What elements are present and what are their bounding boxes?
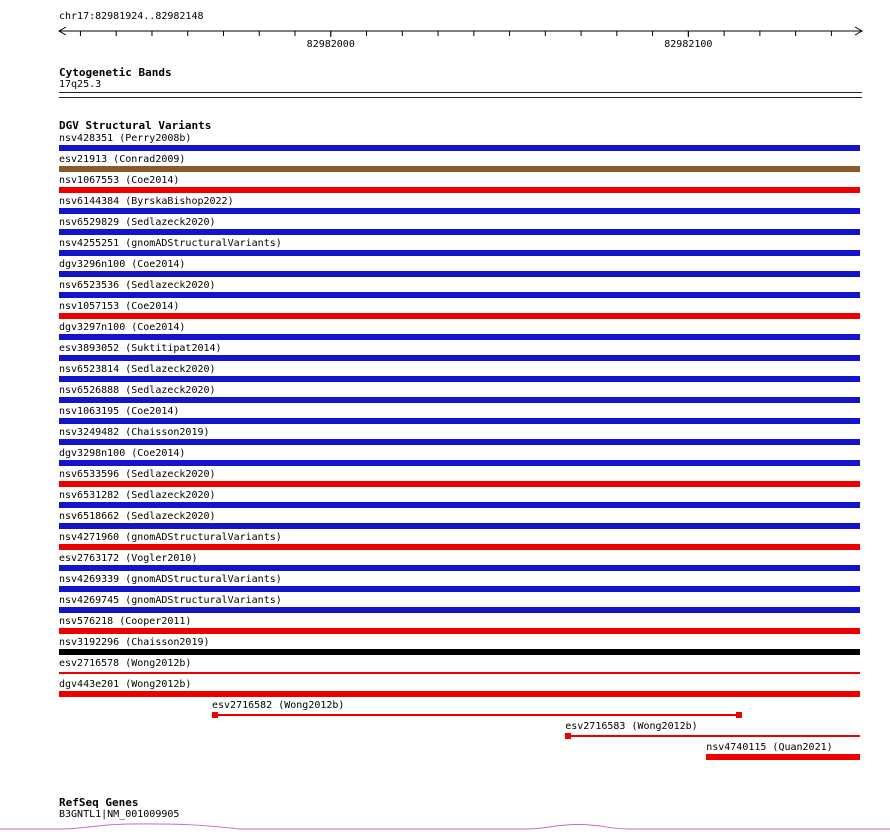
- variant-label[interactable]: nsv3249482 (Chaisson2019): [59, 427, 210, 438]
- variant-row: [59, 447, 860, 468]
- cytoband-label: 17q25.3: [59, 79, 102, 90]
- variant-row: [59, 195, 860, 216]
- variant-bar[interactable]: [59, 355, 860, 361]
- variant-label[interactable]: esv2763172 (Vogler2010): [59, 553, 198, 564]
- variant-label[interactable]: dgv3296n100 (Coe2014): [59, 259, 186, 270]
- variant-bar[interactable]: [59, 292, 860, 298]
- variant-row: [59, 279, 860, 300]
- variant-bar[interactable]: [59, 565, 860, 571]
- variant-bar[interactable]: [59, 208, 860, 214]
- variant-row: [59, 468, 860, 489]
- variant-bar[interactable]: [59, 229, 860, 235]
- variant-label[interactable]: nsv6526888 (Sedlazeck2020): [59, 385, 216, 396]
- variant-bar[interactable]: [59, 544, 860, 550]
- variant-label[interactable]: nsv6529829 (Sedlazeck2020): [59, 217, 216, 228]
- variant-label[interactable]: nsv6518662 (Sedlazeck2020): [59, 511, 216, 522]
- variant-row: [59, 174, 860, 195]
- gene-label[interactable]: B3GNTL1|NM_001009905: [59, 809, 180, 820]
- variant-bar[interactable]: [59, 439, 860, 445]
- variant-bar[interactable]: [59, 418, 860, 424]
- variant-label[interactable]: esv3893052 (Suktitipat2014): [59, 343, 222, 354]
- variant-row: [59, 489, 860, 510]
- variant-row: [59, 384, 860, 405]
- variant-row: [59, 657, 860, 678]
- variant-label[interactable]: nsv6144384 (ByrskaBishop2022): [59, 196, 234, 207]
- ruler-tick-label: 82982000: [306, 39, 355, 50]
- variant-bar[interactable]: [59, 586, 860, 592]
- variant-label[interactable]: nsv6523814 (Sedlazeck2020): [59, 364, 216, 375]
- variant-label[interactable]: nsv576218 (Cooper2011): [59, 616, 192, 627]
- variant-row: [59, 300, 860, 321]
- variant-bar[interactable]: [59, 628, 860, 634]
- variant-label[interactable]: nsv1063195 (Coe2014): [59, 406, 180, 417]
- ruler-tick-label: 82982100: [664, 39, 713, 50]
- variant-label[interactable]: nsv4271960 (gnomADStructuralVariants): [59, 532, 282, 543]
- variant-bar[interactable]: [59, 502, 860, 508]
- variant-row: [59, 741, 860, 762]
- variant-bar[interactable]: [59, 397, 860, 403]
- variant-row: [59, 510, 860, 531]
- variant-label[interactable]: nsv4255251 (gnomADStructuralVariants): [59, 238, 282, 249]
- variant-bar[interactable]: [59, 672, 860, 674]
- variant-label[interactable]: nsv4269339 (gnomADStructuralVariants): [59, 574, 282, 585]
- variant-bar[interactable]: [59, 523, 860, 529]
- variant-label[interactable]: esv2716583 (Wong2012b): [565, 721, 698, 732]
- variant-bar[interactable]: [59, 271, 860, 277]
- variant-bar[interactable]: [59, 607, 860, 613]
- variant-row: [59, 321, 860, 342]
- variant-label[interactable]: dgv3297n100 (Coe2014): [59, 322, 186, 333]
- gene-structure-line[interactable]: [0, 824, 890, 829]
- variant-label[interactable]: dgv3298n100 (Coe2014): [59, 448, 186, 459]
- variant-bar[interactable]: [59, 460, 860, 466]
- variant-bar[interactable]: [59, 187, 860, 193]
- variant-row: [59, 342, 860, 363]
- variant-label[interactable]: esv2716582 (Wong2012b): [211, 700, 345, 711]
- variant-bar[interactable]: [565, 733, 571, 739]
- variant-bar[interactable]: [59, 649, 860, 655]
- variant-bar[interactable]: [565, 735, 860, 737]
- refseq-track-title: RefSeq Genes: [59, 796, 139, 809]
- variant-row: [59, 363, 860, 384]
- variant-row: [59, 636, 860, 657]
- variant-label[interactable]: nsv4269745 (gnomADStructuralVariants): [59, 595, 282, 606]
- variant-label[interactable]: dgv443e201 (Wong2012b): [59, 679, 192, 690]
- region-coordinates: chr17:82981924..82982148: [59, 11, 204, 22]
- variant-row: [59, 216, 860, 237]
- variant-bar[interactable]: [59, 376, 860, 382]
- variant-bar[interactable]: [59, 691, 860, 697]
- variant-row: [59, 678, 860, 699]
- variant-label[interactable]: nsv4740115 (Quan2021): [706, 742, 833, 753]
- variant-row: [59, 237, 860, 258]
- variant-label[interactable]: nsv3192296 (Chaisson2019): [59, 637, 210, 648]
- variant-label[interactable]: esv2716578 (Wong2012b): [59, 658, 192, 669]
- variant-row: [59, 699, 860, 720]
- variant-row: [59, 615, 860, 636]
- variant-row: [59, 132, 860, 153]
- dgv-track-title: DGV Structural Variants: [59, 119, 212, 132]
- variant-row: [59, 153, 860, 174]
- variant-label[interactable]: nsv1067553 (Coe2014): [59, 175, 180, 186]
- variant-label[interactable]: nsv6531282 (Sedlazeck2020): [59, 490, 216, 501]
- variant-bar[interactable]: [59, 166, 860, 172]
- variant-bar[interactable]: [59, 313, 860, 319]
- variant-row: [59, 426, 860, 447]
- variant-row: [59, 258, 860, 279]
- variant-label[interactable]: nsv6523536 (Sedlazeck2020): [59, 280, 216, 291]
- variant-bar[interactable]: [706, 754, 860, 760]
- variant-bar[interactable]: [59, 481, 860, 487]
- variant-label[interactable]: nsv1057153 (Coe2014): [59, 301, 180, 312]
- variant-label[interactable]: nsv6533596 (Sedlazeck2020): [59, 469, 216, 480]
- variant-row: [59, 573, 860, 594]
- variant-row: [59, 531, 860, 552]
- variant-bar[interactable]: [212, 714, 742, 716]
- variant-row: [59, 552, 860, 573]
- variant-bar[interactable]: [59, 250, 860, 256]
- variant-bar[interactable]: [212, 712, 218, 718]
- variant-row: [59, 720, 860, 741]
- variant-label[interactable]: nsv428351 (Perry2008b): [59, 133, 192, 144]
- variant-bar[interactable]: [59, 334, 860, 340]
- gene-model-track: [0, 820, 890, 839]
- cytoband-glyph: [59, 92, 862, 98]
- variant-label[interactable]: esv21913 (Conrad2009): [59, 154, 186, 165]
- cytogenetic-bands-title: Cytogenetic Bands: [59, 66, 172, 79]
- variant-bar[interactable]: [736, 712, 742, 718]
- variant-row: [59, 594, 860, 615]
- variant-bar[interactable]: [59, 145, 860, 151]
- dgv-variant-rows: [59, 132, 860, 762]
- variant-row: [59, 405, 860, 426]
- coordinate-ruler: [0, 22, 890, 52]
